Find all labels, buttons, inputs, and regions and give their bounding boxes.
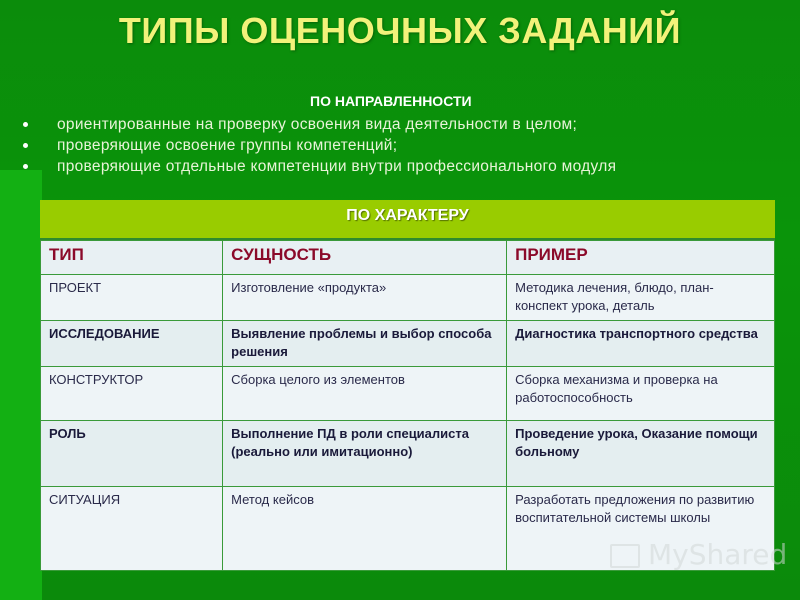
cell-type: ИССЛЕДОВАНИЕ bbox=[41, 321, 223, 367]
cell-example: Диагностика транспортного средства bbox=[507, 321, 775, 367]
background-accent-strip bbox=[0, 170, 42, 600]
cell-essence: Изготовление «продукта» bbox=[223, 275, 507, 321]
column-header-type: ТИП bbox=[41, 241, 223, 275]
table-header-row bbox=[41, 241, 775, 275]
cell-essence: Выявление проблемы и выбор способа решения bbox=[223, 321, 507, 367]
direction-heading: ПО НАПРАВЛЕННОСТИ bbox=[310, 93, 472, 109]
direction-item: проверяющие отдельные компетенции внутри профессионального модуля bbox=[20, 156, 616, 177]
cell-type: КОНСТРУКТОР bbox=[41, 367, 223, 421]
presentation-icon bbox=[610, 544, 640, 568]
cell-example: Методика лечения, блюдо, план-конспект урока, деталь bbox=[507, 275, 775, 321]
character-table-container bbox=[40, 200, 775, 571]
column-header-example: ПРИМЕР bbox=[507, 241, 775, 275]
table-row bbox=[41, 367, 775, 421]
table-row bbox=[41, 421, 775, 487]
character-table bbox=[40, 240, 775, 571]
direction-item: ориентированные на проверку освоения вида деятельности в целом; bbox=[20, 114, 616, 135]
bullet-icon bbox=[23, 122, 28, 127]
cell-example: Разработать предложения по развитию воспитательной системы школы bbox=[507, 487, 775, 571]
character-heading: ПО ХАРАКТЕРУ bbox=[40, 200, 775, 240]
slide-title: ТИПЫ ОЦЕНОЧНЫХ ЗАДАНИЙ bbox=[118, 10, 682, 51]
cell-type: ПРОЕКТ bbox=[41, 275, 223, 321]
bullet-icon bbox=[23, 164, 28, 169]
cell-essence: Выполнение ПД в роли специалиста (реально или имитационно) bbox=[223, 421, 507, 487]
watermark: MyShared bbox=[610, 538, 787, 571]
cell-essence: Сборка целого из элементов bbox=[223, 367, 507, 421]
cell-type: СИТУАЦИЯ bbox=[41, 487, 223, 571]
direction-list bbox=[20, 114, 616, 177]
bullet-icon bbox=[23, 143, 28, 148]
cell-example: Сборка механизма и проверка на работоспособность bbox=[507, 367, 775, 421]
table-row bbox=[41, 321, 775, 367]
cell-essence: Метод кейсов bbox=[223, 487, 507, 571]
cell-type: РОЛЬ bbox=[41, 421, 223, 487]
column-header-essence: СУЩНОСТЬ bbox=[223, 241, 507, 275]
cell-example: Проведение урока, Оказание помощи больному bbox=[507, 421, 775, 487]
direction-item: проверяющие освоение группы компетенций; bbox=[20, 135, 616, 156]
table-row bbox=[41, 275, 775, 321]
